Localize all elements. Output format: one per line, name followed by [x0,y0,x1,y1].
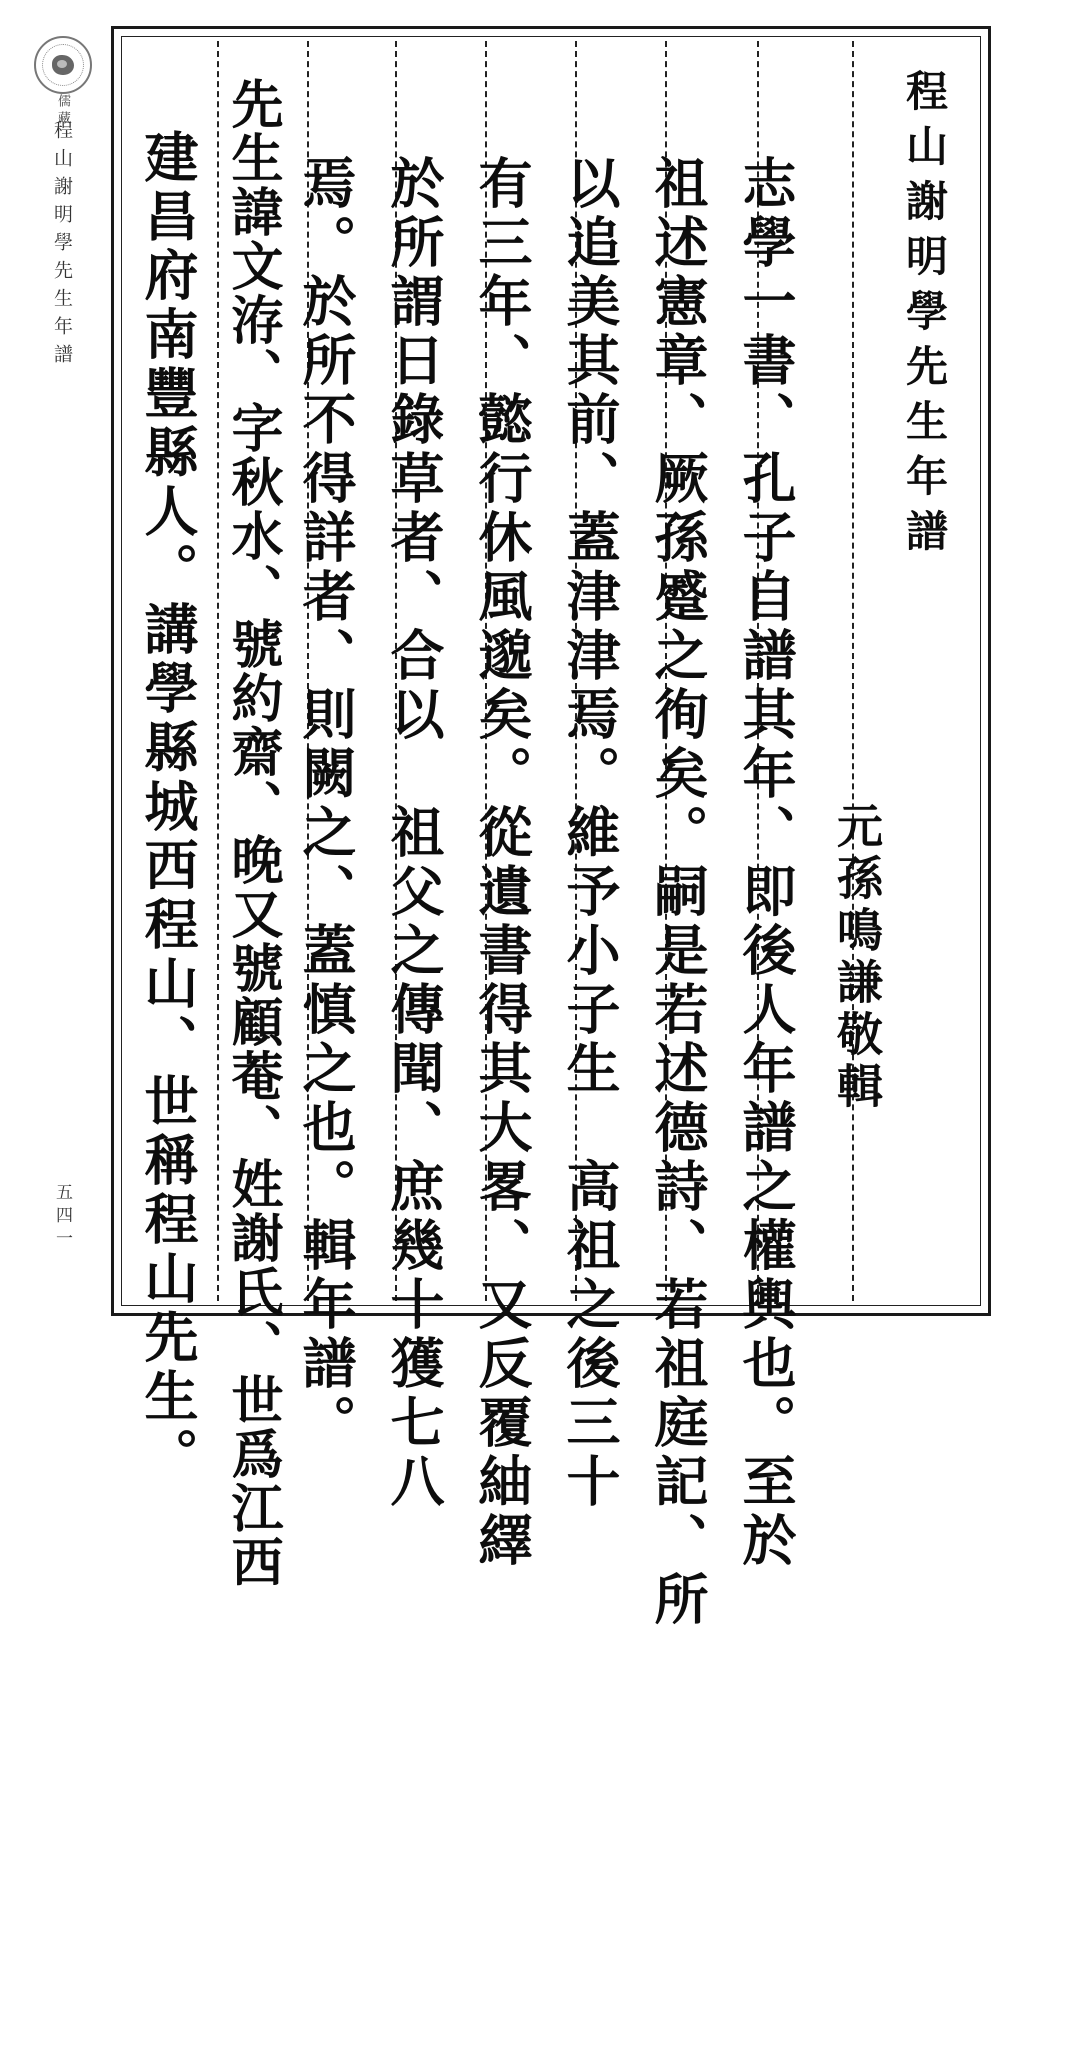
text-column-1: 志學一書、孔子自譜其年、即後人年譜之權輿也。至於 [734,155,798,1571]
document-title: 程山謝明學先生年譜 [900,69,949,564]
text-column-5: 於所謂日錄草者、合以 祖父之傳聞、庶幾十獲七八 [382,155,446,1512]
text-column-2: 祖述憲章、厥孫蹙之徇矣。嗣是若述德詩、若祖庭記、所 [646,155,710,1630]
text-column-3: 以追美其前、蓋津津焉。維予小子生 高祖之後三十 [558,155,622,1512]
running-title: 程山謝明學先生年譜 [51,120,73,372]
text-frame [111,26,991,1630]
page-number: 五四一 [52,1183,72,1252]
collection-seal-icon [34,36,92,94]
column-divider [217,41,219,1301]
text-column-6: 焉。於所不得詳者、則闕之、蓋慎之也。輯年譜。 [294,155,358,1453]
text-column-7: 先生諱文洊、字秋水、號約齋、晚又號顧菴、姓謝氏、世爲江西 [222,77,283,1589]
collection-name: 儒藏 [55,94,70,128]
text-column-4: 有三年、懿行休風邈矣。從遺書得其大畧、又反覆紬繹 [470,155,534,1571]
author-line: 元孫鳴謙敬輯 [830,802,884,1114]
text-column-8: 建昌府南豐縣人。講學縣城西程山、世稱程山先生。 [136,129,200,1486]
inner-border [121,36,981,1630]
